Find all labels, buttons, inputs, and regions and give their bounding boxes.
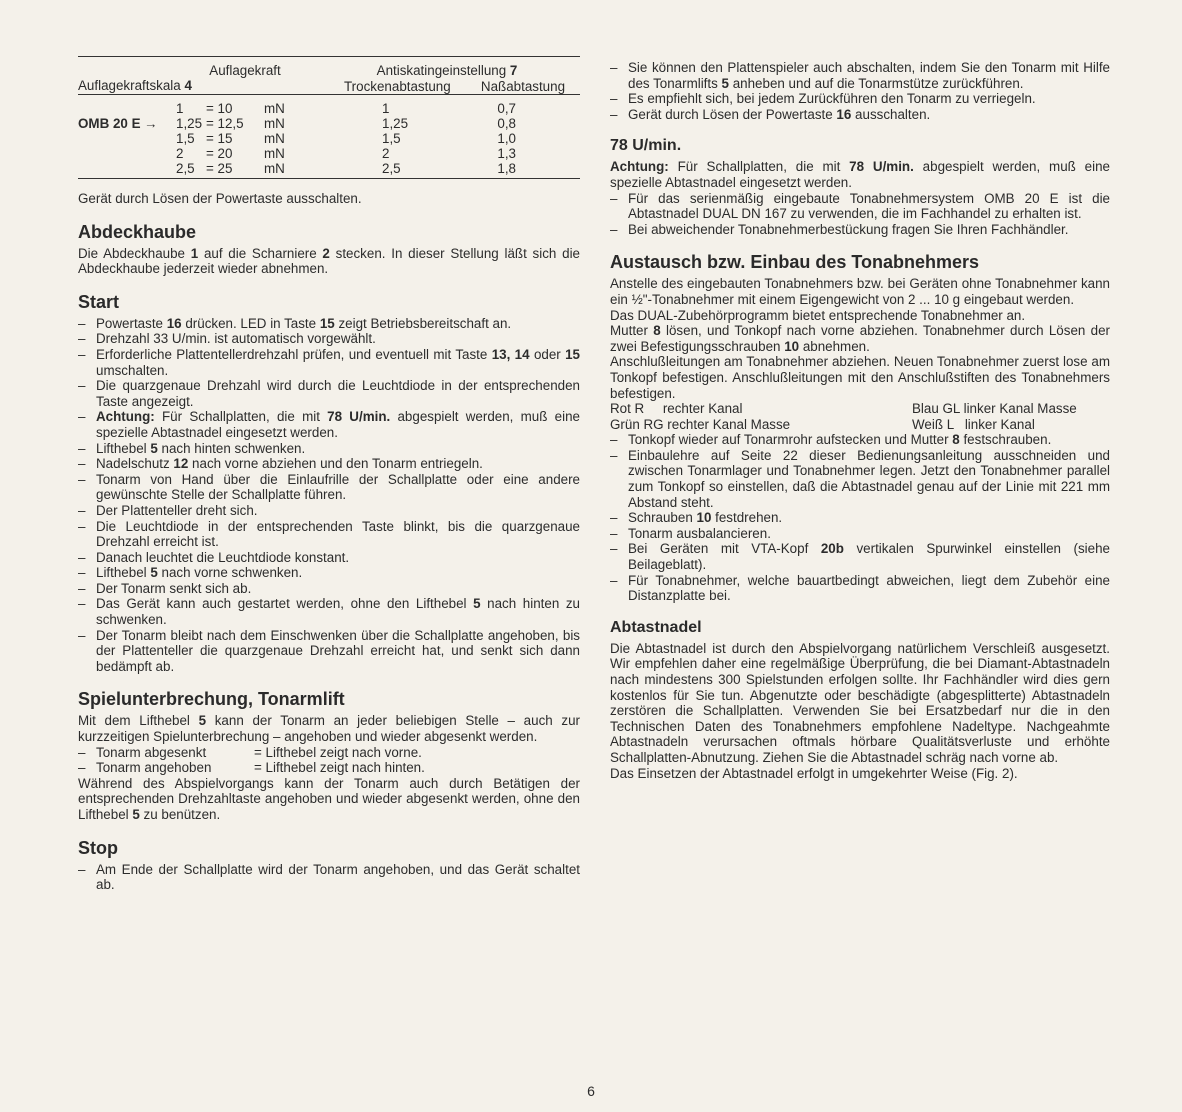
lift-states-list (78, 745, 580, 776)
abtastnadel-text-1: Die Abtastnadel ist durch den Abspielvorgang natürlichem Verschleiß ausgesetzt. Wir empfehlen daher eine regelmäßige Überprüfung, die bei Diamant-Abtastnadeln nach mindestens 300 Spielstunden erfolgen sollte. Ihr Fachhändler wird dies gern kostenlos für Sie tun. Abgenutzte oder beschädigte (abgesplitterte) Abtastnadeln zerstören die Schallplatten. Verwenden Sie bei Ersatzbedarf nur die in den Technischen Daten des Tonabnehmers empfohlene Nadeltype. Nachgeahmte Abtastnadeln verursachen oftmals hörbare Qualitätsverluste und erhöhte Schallplatten-Abnutzung. Ziehen Sie die Abtastnadel schräg nach vorne ab. (610, 640, 1110, 765)
header-wet: Naßabtastung (480, 78, 566, 94)
list-item: – Schrauben 10 festdrehen. (610, 510, 1110, 526)
list-item: – Das Gerät kann auch gestartet werden, ohne den Lifthebel 5 nach hinten zu schwenken. (78, 596, 580, 627)
list-item: – Tonarm angehoben = Lifthebel zeigt nach hinten. (78, 760, 580, 776)
heading-austausch: Austausch bzw. Einbau des Tonabnehmers (610, 252, 980, 273)
list-item: – Einbaulehre auf Seite 22 dieser Bedienungsanleitung ausschneiden und zwischen Tonarmlager und Tonabnehmer legen. Jetzt den Tonabnehmer parallel zum Tonkopf so einstellen, daß die Abtastnadel genau auf der Linie mit 221 mm Abstand steht. (610, 448, 1110, 510)
table-row: OMB 20 E → 1,25 = 12,5 mN 1,25 0,8 (78, 116, 516, 131)
list-item: – Am Ende der Schallplatte wird der Tonarm angehoben, und das Gerät schaltet ab. (78, 862, 580, 893)
list-item: – Der Tonarm bleibt nach dem Einschwenken über die Schallplatte angehoben, bis der Plattenteller die quarzgenaue Drehzahl erreicht hat, und senkt sich dann bedämpft ab. (78, 628, 580, 675)
austausch-text-1: Anstelle des eingebauten Tonabnehmers bzw. bei Geräten ohne Tonabnehmer kann ein ½"-Tonabnehmer mit einem Eigengewicht von 2 ... 10 g eingebaut werden. (610, 276, 1110, 307)
list-item: – Danach leuchtet die Leuchtdiode konstant. (78, 550, 580, 566)
left-column (78, 56, 580, 893)
list-item: – Gerät durch Lösen der Powertaste 16 ausschalten. (610, 107, 1110, 123)
list-item: – Tonkopf wieder auf Tonarmrohr aufstecken und Mutter 8 festschrauben. (610, 432, 1110, 448)
list-item: – Die quarzgenaue Drehzahl wird durch die Leuchtdiode in der entsprechenden Taste angezeigt. (78, 378, 580, 409)
table-row: 1 = 10 mN 1 0,7 (176, 101, 516, 116)
header-scale: Auflagekraftskala (78, 78, 181, 93)
list-item: – Tonarm abgesenkt = Lifthebel zeigt nach vorne. (78, 745, 580, 761)
list-item: – Nadelschutz 12 nach vorne abziehen und den Tonarm entriegeln. (78, 456, 580, 472)
list-item: – Der Plattenteller dreht sich. (78, 503, 580, 519)
list-item: – Tonarm von Hand über die Einlaufrille der Schallplatte oder eine andere gewünschte Stelle der Schallplatte führen. (78, 472, 580, 503)
list-item: – Achtung: Für Schallplatten, die mit 78 U/min. abgespielt werden, muß eine spezielle Abtastnadel eingesetzt werden. (78, 409, 580, 440)
spiel-text-2: Während des Abspielvorgangs kann der Tonarm auch durch Betätigen der entsprechenden Drehzahltaste angehoben und wieder abgesenkt werden, ohne den Lifthebel 5 zu benützen. (78, 775, 580, 822)
heading-abtastnadel: Abtastnadel (610, 618, 702, 636)
abdeckhaube-text: Die Abdeckhaube 1 auf die Scharniere 2 stecken. In dieser Stellung läßt sich die Abdeckhaube jederzeit wieder abnehmen. (78, 245, 580, 277)
list-item: – Erforderliche Plattentellerdrehzahl prüfen, und eventuell mit Taste 13, 14 oder 15 umschalten. (78, 347, 580, 378)
austausch-text-3: Mutter 8 lösen, und Tonkopf nach vorne abziehen. Tonabnehmer durch Lösen der zwei Befestigungsschrauben 10 abnehmen. (610, 323, 1110, 354)
list-item: – Für das serienmäßig eingebaute Tonabnehmersystem OMB 20 E ist die Abtastnadel DUAL DN 167 zu verwenden, die im Fachhandel zu erhalten ist. (610, 191, 1110, 222)
spiel-text-1: Mit dem Lifthebel 5 kann der Tonarm an jeder beliebigen Stelle – auch zur kurzzeitigen Spielunterbrechung – angehoben und wieder abgesenkt werden. (78, 713, 581, 745)
header-force: Auflagekraft (209, 63, 281, 78)
list-item: – Sie können den Plattenspieler auch abschalten, indem Sie den Tonarm mit Hilfe des Tonarmlifts 5 anheben und auf die Tonarmstütze zurückführen. (610, 60, 1110, 91)
list-item: – Bei abweichender Tonabnehmerbestückung fragen Sie Ihren Fachhändler. (610, 222, 1110, 238)
list-item: – Lifthebel 5 nach hinten schwenken. (78, 441, 580, 457)
header-antiskating: Antiskatingeinstellung (376, 63, 507, 78)
table-row: 1,5 = 15 mN 1,5 1,0 (176, 131, 516, 146)
wire-row: Grün RG rechter Kanal Masse Weiß L linker Kanal (610, 416, 1035, 432)
header-dry: Trockenabtastung (344, 78, 451, 94)
list-item: – Für Tonabnehmer, welche bauartbedingt abweichen, liegt dem Zubehör eine Distanzplatte bei. (610, 573, 1110, 604)
list-item: – Bei Geräten mit VTA-Kopf 20b vertikalen Spurwinkel einstellen (siehe Beilageblatt). (610, 541, 1110, 572)
heading-stop: Stop (78, 837, 118, 858)
stop-continued-list (610, 60, 1110, 122)
table-row: 2 = 20 mN 2 1,3 (176, 146, 516, 161)
table-row: 2,5 = 25 mN 2,5 1,8 (78, 161, 580, 179)
u78-text: Achtung: Für Schallplatten, die mit 78 U/min. abgespielt werden, muß eine spezielle Abtastnadel eingesetzt werden. (610, 159, 1110, 190)
list-item: – Die Leuchtdiode in der entsprechenden Taste blinkt, bis die quarzgenaue Drehzahl erreicht ist. (78, 519, 580, 550)
right-column (610, 60, 1110, 781)
start-list (78, 316, 580, 675)
heading-abdeckhaube: Abdeckhaube (78, 221, 197, 242)
stop-list (78, 862, 580, 893)
heading-start: Start (78, 291, 120, 312)
wire-row: Rot R rechter Kanal Blau GL linker Kanal Masse (610, 401, 1077, 417)
tracking-force-table: Auflagekraft Antiskatingeinstellung 7 Auflagekraftskala 4 Trockenabtastung Naßabtastung 1 = 10 mN 1 0,7 OMB 20 E → 1,25 = 12,5 mN 1,25 0,8 1,5 = 15 mN 1,5 1,0 2 = 20 mN 2 1,3 2,5 = 25 mN 2,5 1,8 (78, 56, 580, 179)
heading-78-rpm: 78 U/min. (610, 137, 682, 155)
list-item: – Tonarm ausbalancieren. (610, 526, 1110, 542)
list-item: – Powertaste 16 drücken. LED in Taste 15 zeigt Betriebsbereitschaft an. (78, 316, 580, 332)
austausch-list (610, 432, 1110, 604)
list-item: – Drehzahl 33 U/min. ist automatisch vorgewählt. (78, 331, 580, 347)
list-item: – Es empfiehlt sich, bei jedem Zurückführen den Tonarm zu verriegeln. (610, 91, 1110, 107)
abtastnadel-text-2: Das Einsetzen der Abtastnadel erfolgt in umgekehrter Weise (Fig. 2). (610, 765, 1018, 781)
austausch-text-2: Das DUAL-Zubehörprogramm bietet entsprechende Tonabnehmer an. (610, 307, 1026, 323)
u78-list (610, 191, 1110, 238)
list-item: – Der Tonarm senkt sich ab. (78, 581, 580, 597)
austausch-text-4: Anschlußleitungen am Tonabnehmer abziehen. Neuen Tonabnehmer zuerst lose am Tonkopf befestigen. Anschlußleitungen mit den Anschlußstiften des Tonabnehmers befestigen. (610, 354, 1110, 401)
heading-spielunterbrechung: Spielunterbrechung, Tonarmlift (78, 689, 345, 710)
page-number: 6 (587, 1083, 595, 1099)
list-item: – Lifthebel 5 nach vorne schwenken. (78, 565, 580, 581)
table-note: Gerät durch Lösen der Powertaste ausschalten. (78, 191, 362, 206)
